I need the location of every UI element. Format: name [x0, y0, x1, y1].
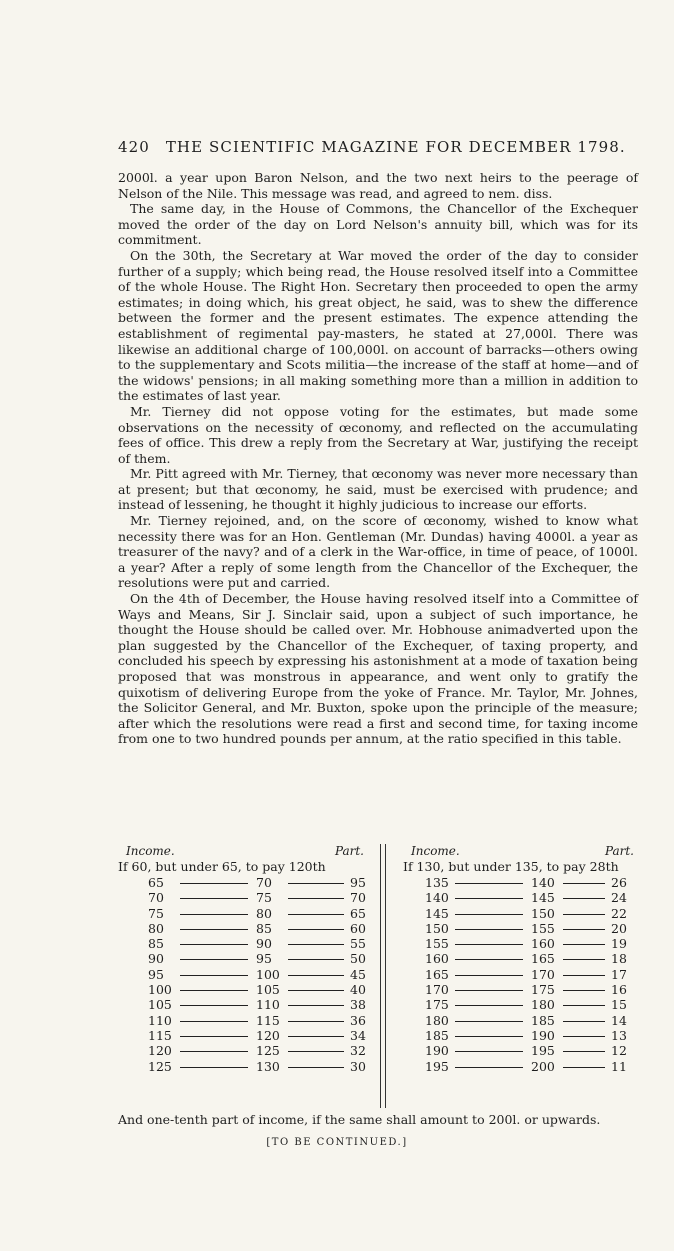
row-dash [563, 1005, 605, 1006]
paragraph: Mr. Pitt agreed with Mr. Tierney, that œconomy was never more necessary than at present; but that œconomy, he said, must be exercised with prudence; and instead of lessening, he thought it highly judicious to increase our efforts. [118, 466, 638, 513]
table-row [118, 982, 368, 997]
income-from: 185 [425, 1027, 449, 1043]
part-value: 95 [350, 875, 366, 890]
table-left-column [118, 844, 368, 1074]
table-row [403, 921, 638, 936]
row-dash [288, 990, 344, 991]
table-rows [403, 875, 638, 1074]
income-from: 195 [425, 1058, 449, 1074]
part-value: 15 [611, 997, 627, 1013]
part-value: 50 [350, 951, 366, 967]
row-dash [180, 898, 248, 899]
row-dash [563, 929, 605, 930]
row-dash [288, 1005, 344, 1006]
income-to: 125 [256, 1043, 280, 1059]
income-from: 155 [425, 936, 449, 952]
part-value: 14 [611, 1012, 627, 1028]
row-dash [180, 975, 248, 976]
table-header [118, 844, 368, 859]
part-value: 18 [611, 951, 627, 967]
part-header: Part. [334, 844, 364, 858]
income-from: 125 [148, 1058, 172, 1074]
row-dash [288, 929, 344, 930]
income-tax-table [118, 844, 638, 1110]
row-dash [563, 975, 605, 976]
row-dash [180, 1036, 248, 1037]
income-from: 110 [148, 1012, 172, 1028]
table-first-line: If 130, but under 135, to pay 28th [403, 859, 619, 874]
income-to: 90 [256, 936, 272, 952]
income-from: 105 [148, 997, 172, 1013]
income-to: 70 [256, 875, 272, 890]
income-to: 80 [256, 905, 272, 921]
part-value: 55 [350, 936, 366, 952]
part-value: 36 [350, 1012, 366, 1028]
paragraph: Mr. Tierney rejoined, and, on the score of œconomy, wished to know what necessity there was for an Hon. Gentleman (Mr. Dundas) having 4000l. a year as treasurer of the navy? and of a clerk in the War-office, in time of peace, of 1000l. a year? After a reply of some length from the Chancellor of the Exchequer, the resolutions were put and carried. [118, 513, 638, 591]
row-dash [455, 1036, 523, 1037]
row-dash [288, 914, 344, 915]
row-dash [455, 944, 523, 945]
table-row [403, 951, 638, 966]
row-dash [455, 883, 523, 884]
income-to: 140 [531, 875, 555, 890]
income-to: 110 [256, 997, 280, 1013]
table-row [403, 1059, 638, 1074]
row-dash [180, 914, 248, 915]
paragraph: On the 4th of December, the House having resolved itself into a Committee of Ways and Means, Sir J. Sinclair said, upon a subject of such importance, he thought the House should be called over. Mr. Hobhouse animadverted upon the plan suggested by the Chancellor of the Exchequer, of taxing property, and concluded his speech by expressing his astonishment at a mode of taxation being proposed that was monstrous in appearance, and went only to gratify the quixotism of delivering Europe from the yoke of France. Mr. Taylor, Mr. Johnes, the Solicitor General, and Mr. Buxton, spoke upon the principle of the measure; after which the resolutions were read a first and second time, for taxing income from one to two hundred pounds per annum, at the ratio specified in this table. [118, 591, 638, 747]
row-dash [180, 990, 248, 991]
row-dash [563, 1036, 605, 1037]
row-dash [455, 929, 523, 930]
row-dash [455, 1005, 523, 1006]
row-dash [180, 1051, 248, 1052]
income-from: 70 [148, 890, 164, 906]
row-dash [455, 1051, 523, 1052]
table-row [403, 1028, 638, 1043]
paragraph: 2000l. a year upon Baron Nelson, and the two next heirs to the peerage of Nelson of the Nile. This message was read, and agreed to nem. diss. [118, 170, 638, 201]
income-to: 165 [531, 951, 555, 967]
income-to: 145 [531, 890, 555, 906]
income-to: 195 [531, 1043, 555, 1059]
table-row [403, 1043, 638, 1058]
table-right-column [403, 844, 638, 1074]
row-dash [563, 959, 605, 960]
part-value: 17 [611, 966, 627, 982]
table-row [403, 997, 638, 1012]
part-value: 60 [350, 920, 366, 936]
table-row [118, 1059, 368, 1074]
income-header: Income. [126, 844, 175, 858]
row-dash [563, 1067, 605, 1068]
part-value: 20 [611, 920, 627, 936]
paragraph: On the 30th, the Secretary at War moved the order of the day to consider further of a supply; which being read, the House resolved itself into a Committee of the whole House. The Right Hon. Secretary then proceeded to open the army estimates; in doing which, his great object, he said, was to shew the difference between the former and the present estimates. The expence attending the establishment of regimental pay-masters, he stated at 27,000l. There was likewise an additional charge of 100,000l. on account of barracks—others owing to the supplementary and Scots militia—the increase of the staff at home—and of the widows' pensions; in all making something more than a million in addition to the estimates of last year. [118, 247, 638, 404]
income-from: 145 [425, 905, 449, 921]
table-row [118, 890, 368, 905]
row-dash [455, 959, 523, 960]
table-first-line: If 60, but under 65, to pay 120th [118, 859, 326, 874]
income-from: 85 [148, 936, 164, 952]
income-from: 90 [148, 951, 164, 967]
article-body [118, 170, 638, 747]
part-value: 16 [611, 982, 627, 998]
income-to: 190 [531, 1027, 555, 1043]
income-to: 75 [256, 890, 272, 906]
part-value: 22 [611, 905, 627, 921]
table-row [118, 967, 368, 982]
table-row [118, 1043, 368, 1058]
part-value: 38 [350, 997, 366, 1013]
income-to: 155 [531, 920, 555, 936]
table-row [118, 997, 368, 1012]
row-dash [563, 914, 605, 915]
row-dash [288, 1051, 344, 1052]
row-dash [288, 975, 344, 976]
income-from: 175 [425, 997, 449, 1013]
table-rows [118, 875, 368, 1074]
part-value: 26 [611, 875, 627, 890]
income-header: Income. [411, 844, 460, 858]
row-dash [563, 990, 605, 991]
income-from: 180 [425, 1012, 449, 1028]
part-value: 34 [350, 1027, 366, 1043]
income-to: 130 [256, 1058, 280, 1074]
income-to: 105 [256, 982, 280, 998]
income-to: 180 [531, 997, 555, 1013]
table-row [118, 1013, 368, 1028]
income-from: 135 [425, 875, 449, 890]
income-from: 100 [148, 982, 172, 998]
income-from: 95 [148, 966, 164, 982]
row-dash [288, 1021, 344, 1022]
row-dash [455, 914, 523, 915]
page-number: 420 [118, 138, 150, 156]
row-dash [563, 1021, 605, 1022]
row-dash [288, 959, 344, 960]
part-value: 24 [611, 890, 627, 906]
running-title: THE SCIENTIFIC MAGAZINE FOR DECEMBER 1798. [165, 138, 626, 156]
income-from: 65 [148, 875, 164, 890]
table-row [403, 875, 638, 890]
income-to: 120 [256, 1027, 280, 1043]
continued-notice: [TO BE CONTINUED.] [266, 1137, 408, 1148]
row-dash [288, 944, 344, 945]
row-dash [455, 898, 523, 899]
part-value: 45 [350, 966, 366, 982]
table-row [118, 906, 368, 921]
income-to: 150 [531, 905, 555, 921]
row-dash [180, 883, 248, 884]
income-from: 160 [425, 951, 449, 967]
income-to: 200 [531, 1058, 555, 1074]
income-from: 170 [425, 982, 449, 998]
row-dash [180, 1021, 248, 1022]
row-dash [288, 1036, 344, 1037]
income-from: 165 [425, 966, 449, 982]
income-from: 75 [148, 905, 164, 921]
paragraph: Mr. Tierney did not oppose voting for the estimates, but made some observations on the necessity of œconomy, and reflected on the accumulating fees of office. This drew a reply from the Secretary at War, justifying the receipt of them. [118, 403, 638, 466]
table-row [118, 951, 368, 966]
income-to: 115 [256, 1012, 280, 1028]
part-value: 30 [350, 1058, 366, 1074]
row-dash [455, 1067, 523, 1068]
row-dash [180, 959, 248, 960]
row-dash [180, 929, 248, 930]
table-row [403, 906, 638, 921]
part-value: 12 [611, 1043, 627, 1059]
row-dash [180, 1005, 248, 1006]
row-dash [455, 975, 523, 976]
row-dash [180, 944, 248, 945]
row-dash [288, 1067, 344, 1068]
income-from: 115 [148, 1027, 172, 1043]
income-from: 150 [425, 920, 449, 936]
part-value: 70 [350, 890, 366, 906]
income-from: 190 [425, 1043, 449, 1059]
row-dash [455, 1021, 523, 1022]
table-header [403, 844, 638, 859]
part-value: 32 [350, 1043, 366, 1059]
income-from: 140 [425, 890, 449, 906]
table-row [403, 982, 638, 997]
row-dash [288, 883, 344, 884]
income-from: 80 [148, 920, 164, 936]
table-row [118, 1028, 368, 1043]
table-row [403, 936, 638, 951]
closing-line: And one-tenth part of income, if the same shall amount to 200l. or upwards. [118, 1112, 601, 1127]
paragraph: The same day, in the House of Commons, the Chancellor of the Exchequer moved the order of the day on Lord Nelson's annuity bill, which was for its commitment. [118, 201, 638, 248]
part-value: 11 [611, 1058, 627, 1074]
income-to: 175 [531, 982, 555, 998]
income-to: 170 [531, 966, 555, 982]
part-value: 13 [611, 1027, 627, 1043]
table-row [118, 936, 368, 951]
part-header: Part. [604, 844, 634, 858]
part-value: 65 [350, 905, 366, 921]
row-dash [563, 898, 605, 899]
part-value: 40 [350, 982, 366, 998]
income-from: 120 [148, 1043, 172, 1059]
part-value: 19 [611, 936, 627, 952]
row-dash [288, 898, 344, 899]
income-to: 95 [256, 951, 272, 967]
row-dash [563, 1051, 605, 1052]
income-to: 160 [531, 936, 555, 952]
column-divider [380, 844, 386, 1108]
table-row [118, 921, 368, 936]
row-dash [563, 883, 605, 884]
table-row [403, 890, 638, 905]
row-dash [180, 1067, 248, 1068]
income-to: 185 [531, 1012, 555, 1028]
table-row [403, 1013, 638, 1028]
running-header [118, 138, 638, 156]
income-to: 100 [256, 966, 280, 982]
row-dash [455, 990, 523, 991]
table-row [403, 967, 638, 982]
row-dash [563, 944, 605, 945]
table-row [118, 875, 368, 890]
income-to: 85 [256, 920, 272, 936]
